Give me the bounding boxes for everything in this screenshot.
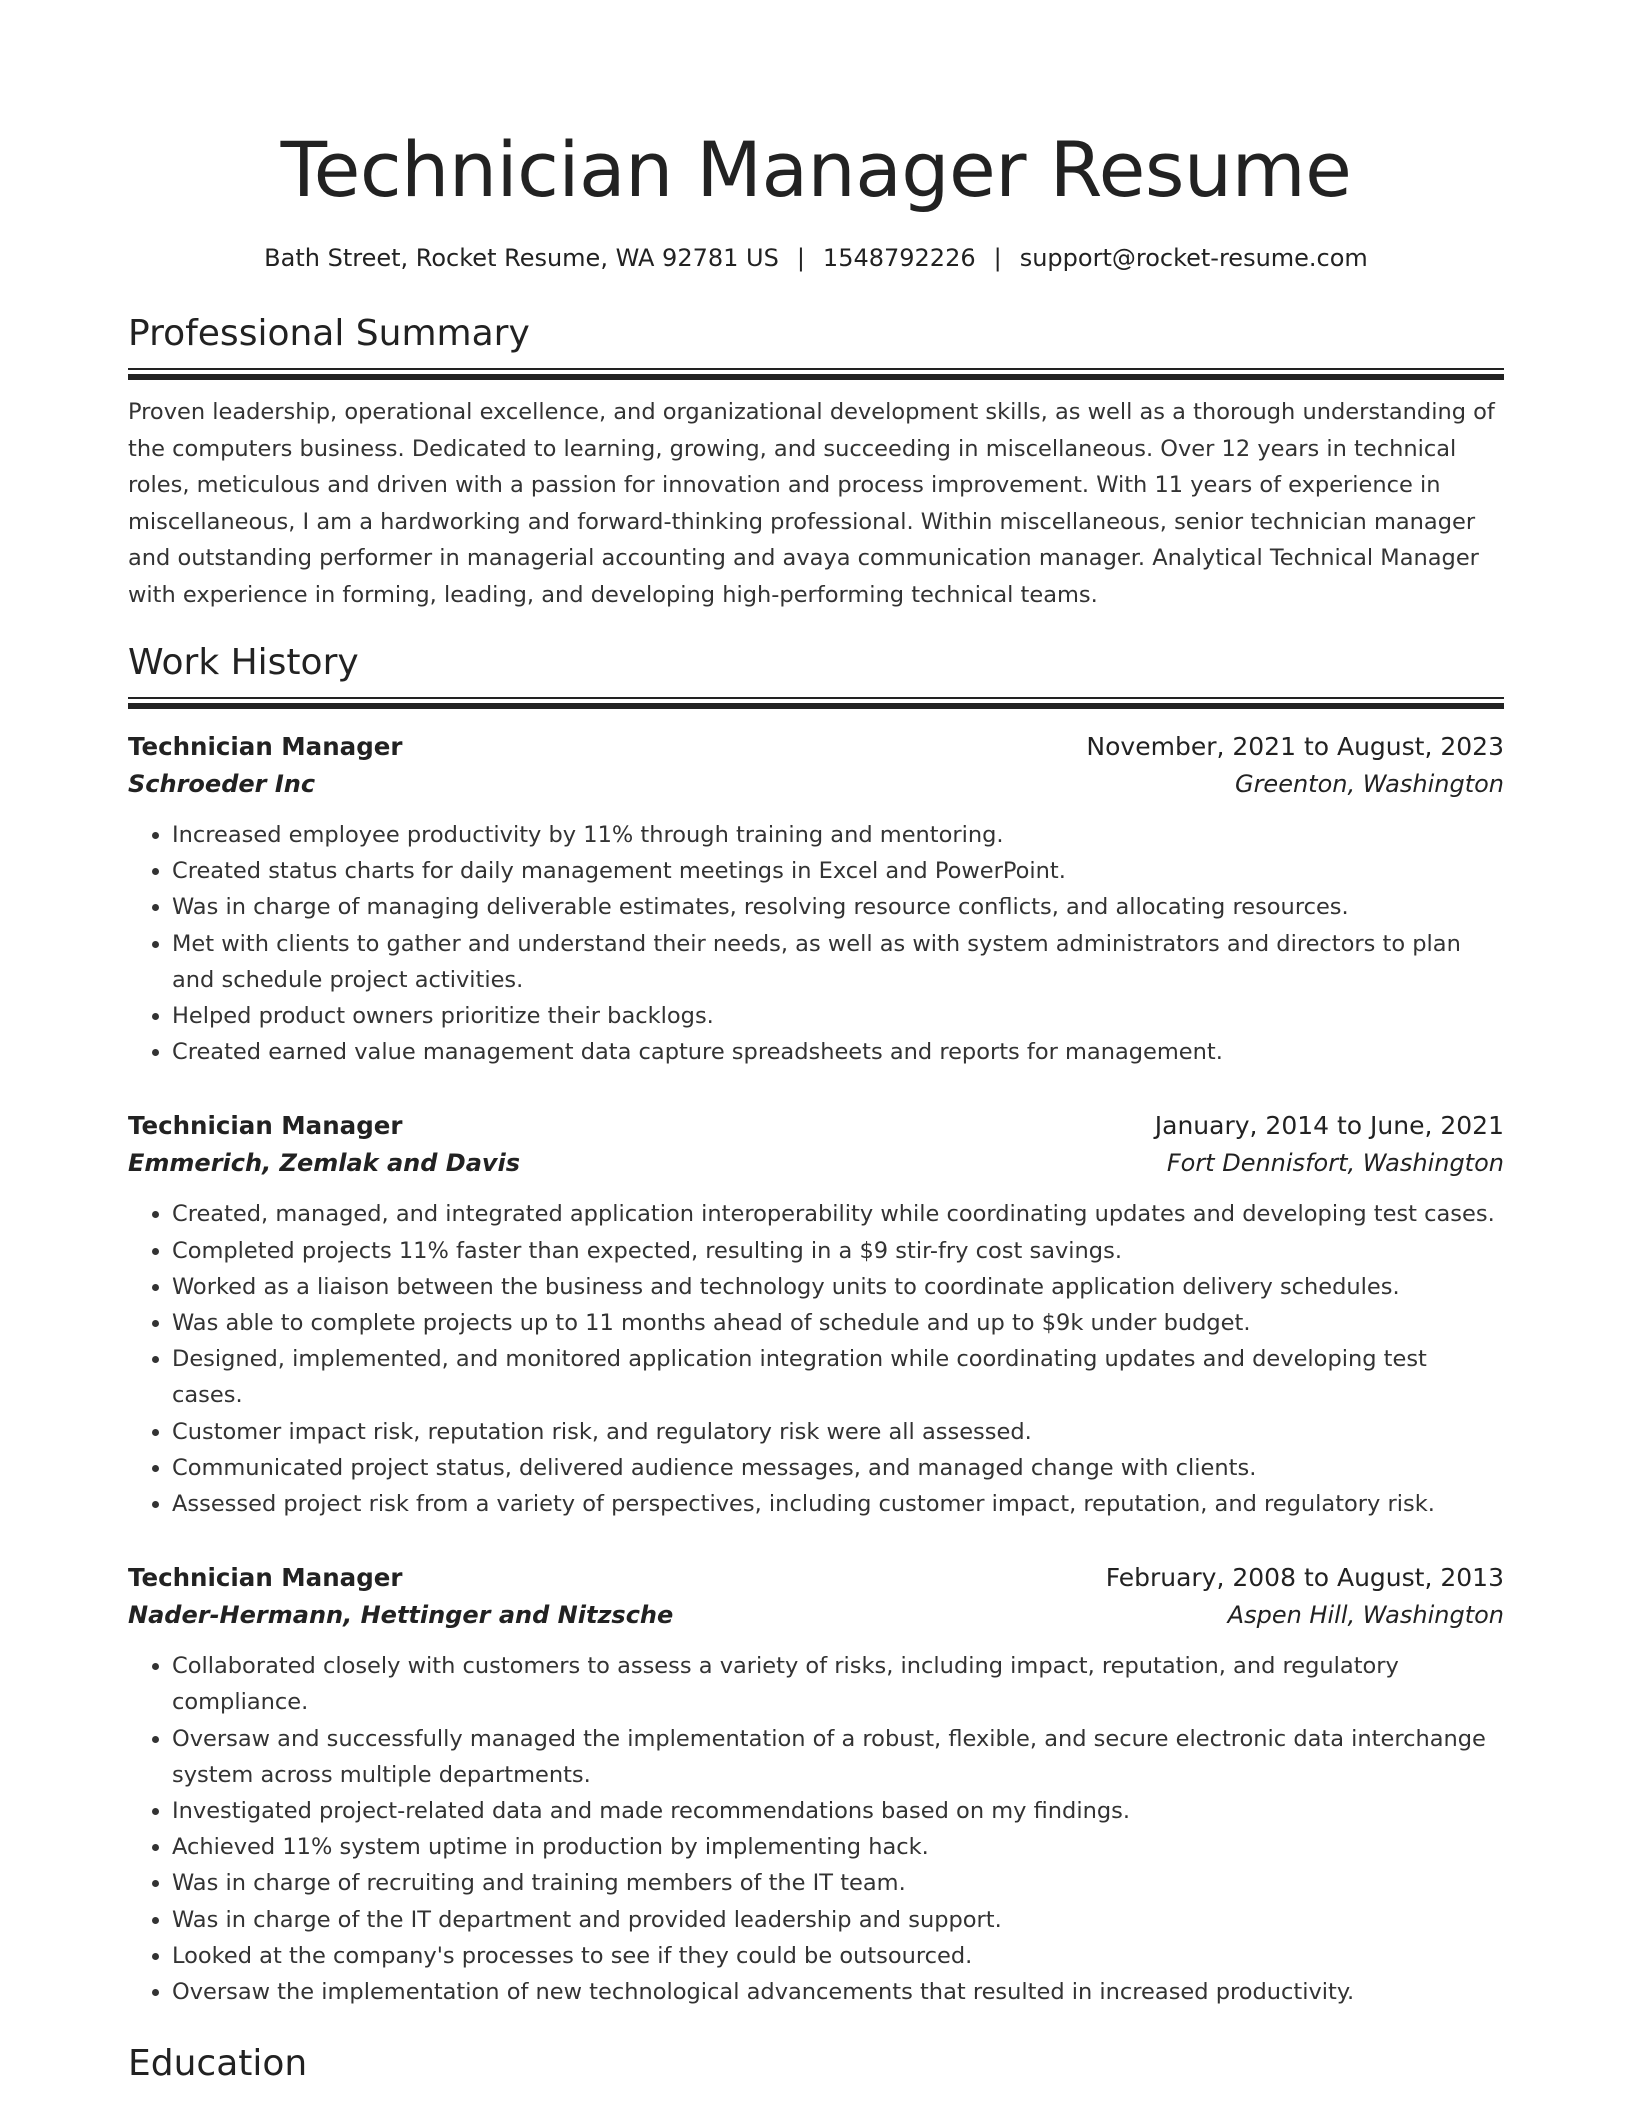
resume-title: Technician Manager Resume [280,125,1352,214]
job-bullet: • Customer impact risk, reputation risk, and regulatory risk were all assessed. [172,1414,1504,1450]
job-bullet: • Designed, implemented, and monitored application integration while coordinating updates and developing test cases. [172,1341,1504,1413]
job-company: Emmerich, Zemlak and Davis [128,1149,521,1178]
job-bullet: • Created, managed, and integrated application interoperability while coordinating updates and developing test cases. [172,1196,1504,1232]
job-bullet: • Was in charge of the IT department and provided leadership and support. [172,1902,1504,1938]
job-title: Technician Manager [128,1563,403,1593]
job-bullet: • Was in charge of recruiting and training members of the IT team. [172,1865,1504,1901]
job-bullet: • Oversaw and successfully managed the implementation of a robust, flexible, and secure electronic data interchange system across multiple departments. [172,1721,1504,1793]
education-section [128,2040,1504,2088]
job-bullet: • Communicated project status, delivered audience messages, and managed change with clients. [172,1450,1504,1486]
job-bullet: • Met with clients to gather and understand their needs, as well as with system administrators and directors to plan and schedule project activities. [172,926,1504,998]
job-bullet: • Assessed project risk from a variety of perspectives, including customer impact, reputation, and regulatory risk. [172,1486,1504,1522]
job-title: Technician Manager [128,1111,403,1141]
section-divider [128,697,1504,709]
job-bullet: • Achieved 11% system uptime in production by implementing hack. [172,1829,1504,1865]
job-company: Schroeder Inc [128,770,316,798]
job-bullet: • Created earned value management data capture spreadsheets and reports for management. [172,1034,1504,1070]
job-entry [128,729,1504,1070]
contact-address: Bath Street, Rocket Resume, WA 92781 US [264,244,779,272]
job-bullet: • Was able to complete projects up to 11 months ahead of schedule and up to $9k under budget. [172,1305,1504,1341]
contact-phone: 1548792226 [822,244,976,272]
job-bullets [128,817,1504,1070]
job-bullet: • Investigated project-related data and made recommendations based on my findings. [172,1793,1504,1829]
job-location: Greenton, Washington [1234,770,1504,798]
job-location: Aspen Hill, Washington [1227,1601,1504,1630]
job-entry [128,1560,1504,2010]
section-heading-work: Work History [128,642,359,683]
job-bullet: • Worked as a liaison between the business and technology units to coordinate application delivery schedules. [172,1269,1504,1305]
job-bullet: • Helped product owners prioritize their backlogs. [172,998,1504,1034]
job-bullet: • Looked at the company's processes to see if they could be outsourced. [172,1938,1504,1974]
job-location: Fort Dennisfort, Washington [1166,1149,1504,1178]
job-bullet: • Increased employee productivity by 11% through training and mentoring. [172,817,1504,853]
job-entry [128,1108,1504,1522]
job-bullet: • Completed projects 11% faster than expected, resulting in a $9 stir-fry cost savings. [172,1233,1504,1269]
job-bullet: • Oversaw the implementation of new technological advancements that resulted in increased productivity. [172,1974,1504,2010]
professional-summary-section [128,310,1504,613]
job-dates: January, 2014 to June, 2021 [1154,1111,1504,1141]
summary-text: Proven leadership, operational excellence, and organizational development skills, as well as a thorough understanding of the computers business. Dedicated to learning, growing, and succeeding in miscellaneous. Over 12 years in technical roles, meticulous and driven with a passion for innovation and process improvement. With 11 years of experience in miscellaneous, I am a hardworking and forward-thinking professional. Within miscellaneous, senior technician manager and outstanding performer in managerial accounting and avaya communication manager. Analytical Technical Manager with experience in forming, leading, and developing high-performing technical teams. [128,399,1495,608]
section-heading-summary: Professional Summary [128,313,530,354]
job-bullets [128,1648,1504,2010]
contact-separator: | [796,244,805,272]
job-dates: February, 2008 to August, 2013 [1105,1563,1504,1593]
job-bullet: • Collaborated closely with customers to assess a variety of risks, including impact, reputation, and regulatory compliance. [172,1648,1504,1720]
contact-separator: | [993,244,1002,272]
job-bullets [128,1196,1504,1522]
job-bullet: • Was in charge of managing deliverable estimates, resolving resource conflicts, and allocating resources. [172,889,1504,925]
job-title: Technician Manager [128,732,403,761]
job-bullet: • Created status charts for daily management meetings in Excel and PowerPoint. [172,853,1504,889]
contact-line [128,242,1504,274]
resume-page [128,0,1504,2088]
work-history-section [128,639,1504,2010]
job-dates: November, 2021 to August, 2023 [1086,732,1504,761]
section-heading-education: Education [128,2043,308,2085]
contact-email: support@rocket-resume.com [1019,244,1368,272]
job-company: Nader-Hermann, Hettinger and Nitzsche [128,1601,674,1630]
section-divider [128,368,1504,380]
